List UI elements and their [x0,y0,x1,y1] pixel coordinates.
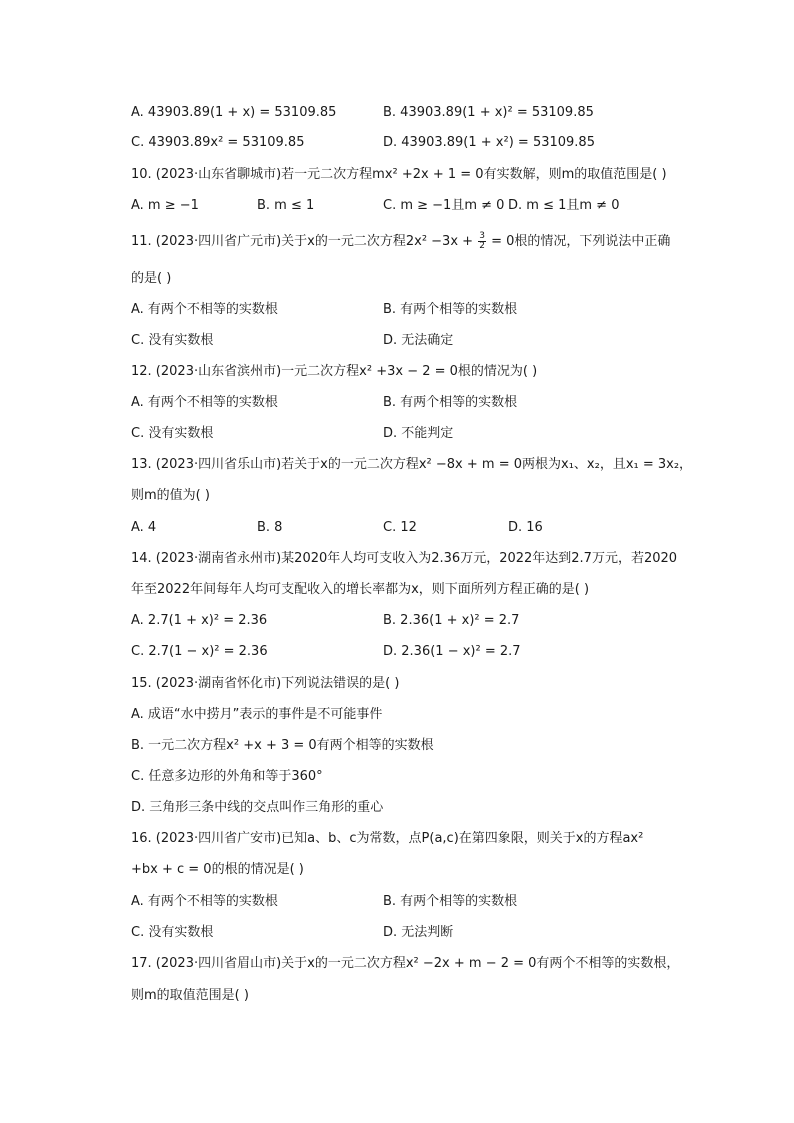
q11-frac-denominator: 2 [479,241,485,251]
q11-option-d: D. 无法确定 [383,333,454,348]
q10-option-d: D. m ≤ 1且m ≠ 0 [508,198,620,213]
q12-stem: 12. (2023·山东省滨州市)一元二次方程x² +3x − 2 = 0根的情况为( ) [131,364,538,379]
q13-option-c: C. 12 [383,520,417,535]
q16-option-c: C. 没有实数根 [131,925,214,940]
q11-stem-pre: 11. (2023·四川省广元市)关于x的一元二次方程2x² −3x + [131,234,474,249]
q14-option-b: B. 2.36(1 + x)² = 2.7 [383,613,520,628]
q13-stem-line2: 则m的值为( ) [131,488,210,503]
q13-option-a: A. 4 [131,520,157,535]
q16-option-b: B. 有两个相等的实数根 [383,894,518,909]
q17-stem-line2: 则m的取值范围是( ) [131,988,249,1003]
q15-stem: 15. (2023·湖南省怀化市)下列说法错误的是( ) [131,676,400,691]
q14-option-a: A. 2.7(1 + x)² = 2.36 [131,613,268,628]
q10-option-a: A. m ≥ −1 [131,198,199,213]
q13-option-d: D. 16 [508,520,543,535]
q11-fraction [478,232,486,251]
q14-option-d: D. 2.36(1 − x)² = 2.7 [383,644,521,659]
q12-option-c: C. 没有实数根 [131,426,214,441]
q12-option-a: A. 有两个不相等的实数根 [131,395,278,410]
q14-stem: 14. (2023·湖南省永州市)某2020年人均可支收入为2.36万元，2022年达到2.7万元，若2020 [131,551,678,566]
q11-stem-line2: 的是( ) [131,271,172,286]
q11-stem-post: = 0根的情况，下列说法中正确 [491,234,671,249]
q9-option-b: B. 43903.89(1 + x)² = 53109.85 [383,105,594,120]
q10-stem: 10. (2023·山东省聊城市)若一元二次方程mx² +2x + 1 = 0有实数解，则m的取值范围是( ) [131,167,667,182]
q11-option-a: A. 有两个不相等的实数根 [131,302,278,317]
q13-stem: 13. (2023·四川省乐山市)若关于x的一元二次方程x² −8x + m = 0两根为x₁、x₂，且x₁ = 3x₂， [131,457,693,472]
q16-stem-line2: +bx + c = 0的根的情况是( ) [131,862,304,877]
q12-option-b: B. 有两个相等的实数根 [383,395,518,410]
q11-stem [131,232,670,251]
q13-option-b: B. 8 [257,520,283,535]
q16-stem: 16. (2023·四川省广安市)已知a、b、c为常数，点P(a,c)在第四象限，则关于x的方程ax² [131,831,644,846]
q15-option-d: D. 三角形三条中线的交点叫作三角形的重心 [131,800,384,815]
q9-option-c: C. 43903.89x² = 53109.85 [131,135,305,150]
q15-option-c: C. 任意多边形的外角和等于360° [131,769,323,784]
q11-frac-numerator: 3 [479,231,485,241]
q16-option-a: A. 有两个不相等的实数根 [131,894,278,909]
q9-option-d: D. 43903.89(1 + x²) = 53109.85 [383,135,595,150]
q14-stem-line2: 年至2022年间每年人均可支配收入的增长率都为x，则下面所列方程正确的是( ) [131,582,590,597]
q15-option-a: A. 成语“水中捞月”表示的事件是不可能事件 [131,707,383,722]
q10-option-b: B. m ≤ 1 [257,198,315,213]
q16-option-d: D. 无法判断 [383,925,454,940]
q11-option-c: C. 没有实数根 [131,333,214,348]
q17-stem: 17. (2023·四川省眉山市)关于x的一元二次方程x² −2x + m − 2 = 0有两个不相等的实数根， [131,956,680,971]
q9-option-a: A. 43903.89(1 + x) = 53109.85 [131,105,337,120]
q15-option-b: B. 一元二次方程x² +x + 3 = 0有两个相等的实数根 [131,738,434,753]
q14-option-c: C. 2.7(1 − x)² = 2.36 [131,644,268,659]
q10-option-c: C. m ≥ −1且m ≠ 0 [383,198,505,213]
q11-option-b: B. 有两个相等的实数根 [383,302,518,317]
q12-option-d: D. 不能判定 [383,426,454,441]
